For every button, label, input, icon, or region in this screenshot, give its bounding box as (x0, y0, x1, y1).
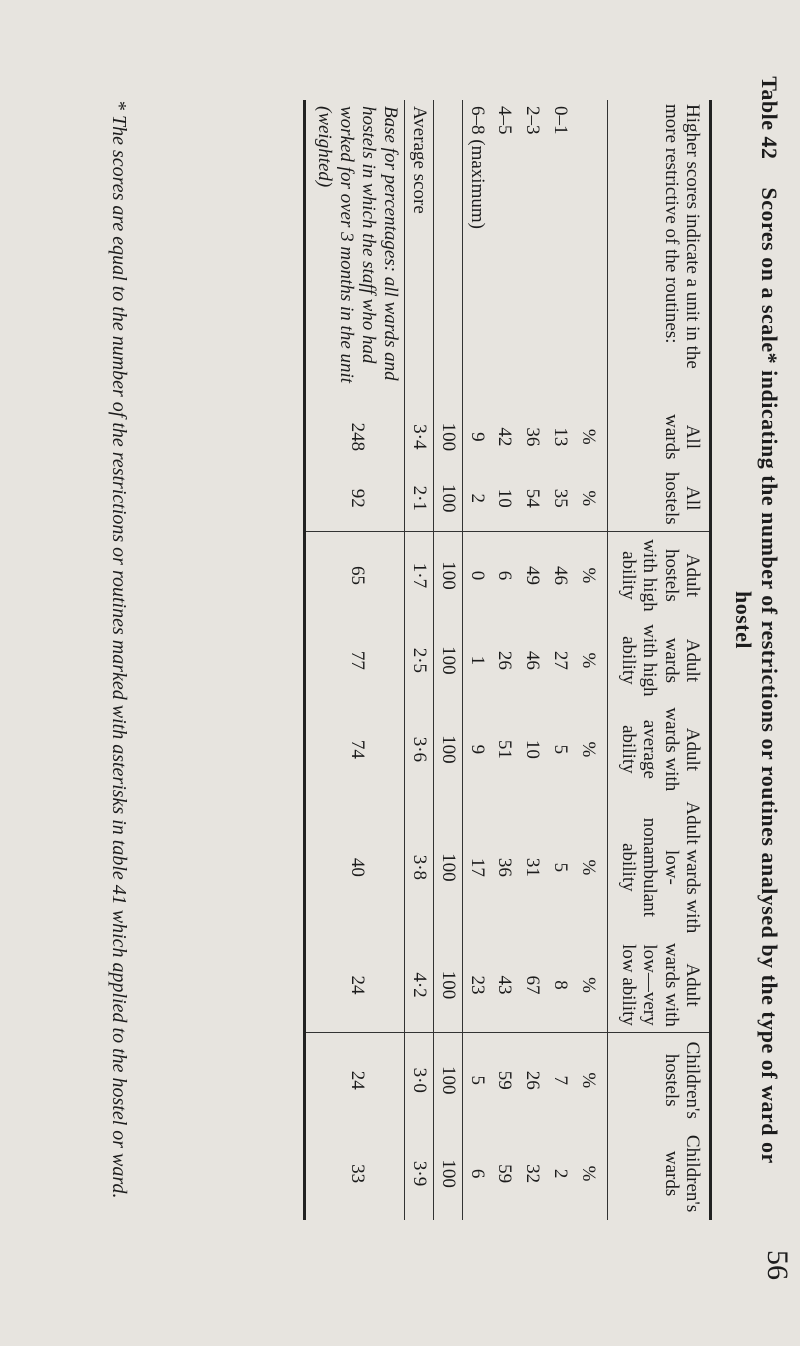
caption-text: Scores on a scale* indicating the number of restrictions or routines analysed by the type of ward or hostel (731, 187, 782, 1164)
cell: 2 (466, 493, 488, 503)
row-label: 0–1 (550, 106, 572, 135)
footnotes (106, 100, 132, 1230)
cell: 51 (494, 739, 516, 759)
cell: 100 (433, 466, 462, 532)
total-row (433, 100, 462, 1220)
column-header-all-hostels: All hostels (607, 466, 710, 532)
cell: % (577, 652, 599, 669)
cell: 3·0 (405, 1033, 434, 1127)
cell: 24 (304, 1033, 404, 1127)
cell: 35 (550, 488, 572, 508)
cell: 33 (304, 1127, 404, 1220)
row-label: Base for percentages: all wards and hostels in which the staff who had worked for over 3 months in the unit (weighted) (304, 100, 404, 408)
column-header-all-wards: All wards (607, 408, 710, 466)
cell: 1·7 (405, 531, 434, 619)
cell: 46 (546, 531, 574, 619)
row-label: 6–8 (maximum) (466, 106, 488, 229)
table-row (462, 100, 490, 1220)
cell: 31 (522, 857, 544, 877)
cell: 3·8 (405, 797, 434, 938)
cell: 46 (522, 650, 544, 670)
row-label: 4–5 (494, 106, 516, 135)
cell: 2·1 (405, 466, 434, 532)
cell: 5 (550, 862, 572, 873)
header-row (607, 100, 710, 1220)
caption-number: Table 42 (757, 76, 782, 160)
cell: % (577, 428, 599, 445)
cell: 6 (491, 531, 519, 619)
column-header-childrens-hostels: Children's hostels (607, 1033, 710, 1127)
cell: % (577, 859, 599, 876)
table-row (518, 100, 546, 1220)
cell: 2·5 (405, 619, 434, 702)
row-header: Higher scores indicate a unit in the more restrictive of the routines: (607, 100, 710, 408)
cell: 49 (518, 531, 546, 619)
table-row (491, 100, 519, 1220)
cell: 36 (494, 857, 516, 877)
cell: 74 (304, 702, 404, 797)
data-table (303, 100, 712, 1220)
cell: 42 (494, 427, 516, 447)
cell: 10 (494, 488, 516, 508)
cell: 100 (433, 1127, 462, 1220)
row-label: 2–3 (522, 106, 544, 135)
cell: 24 (304, 938, 404, 1033)
row-label (574, 100, 607, 408)
cell: % (574, 531, 607, 619)
percent-row (574, 100, 607, 1220)
cell: 40 (304, 797, 404, 938)
table-caption (730, 70, 782, 1170)
cell: 100 (433, 619, 462, 702)
column-header-adult-wards-average: Adult wards with average ability (607, 702, 710, 797)
cell: 77 (304, 619, 404, 702)
cell: % (577, 1165, 599, 1182)
cell: % (577, 741, 599, 758)
cell: 10 (522, 739, 544, 759)
footnote: * The scores are equal to the number of the restrictions or routines marked with asterisks in table 41 which applied to the hostel or ward. (108, 100, 130, 1199)
cell: 3·4 (405, 408, 434, 466)
cell: 65 (304, 531, 404, 619)
cell: 26 (518, 1033, 546, 1127)
cell: 5 (550, 744, 572, 755)
cell: 3·9 (405, 1127, 434, 1220)
cell: 26 (494, 650, 516, 670)
cell: 3·6 (405, 702, 434, 797)
cell: % (577, 490, 599, 507)
cell: 5 (462, 1033, 490, 1127)
cell: % (574, 1033, 607, 1127)
cell: 100 (433, 531, 462, 619)
column-header-adult-hostels-high: Adult hostels with high ability (607, 531, 710, 619)
cell: 2 (550, 1168, 572, 1179)
column-header-childrens-wards: Children's wards (607, 1127, 710, 1220)
cell: 17 (466, 857, 488, 877)
cell: 32 (522, 1164, 544, 1184)
cell: 54 (522, 488, 544, 508)
cell: 23 (466, 975, 488, 995)
column-header-adult-wards-low-nonambulant: Adult wards with low-nonambulant ability (607, 797, 710, 938)
cell: 0 (462, 531, 490, 619)
cell: 8 (550, 980, 572, 990)
cell: 100 (433, 408, 462, 466)
cell: 4·2 (405, 938, 434, 1033)
cell: 59 (494, 1164, 516, 1184)
base-row (304, 100, 404, 1220)
average-score-row (405, 100, 434, 1220)
cell: 100 (433, 797, 462, 938)
table-row (546, 100, 574, 1220)
cell: 100 (433, 702, 462, 797)
cell: 100 (433, 1033, 462, 1127)
row-label (433, 100, 462, 408)
cell: 7 (546, 1033, 574, 1127)
cell: 248 (304, 408, 404, 466)
cell: 43 (494, 975, 516, 995)
column-header-adult-wards-very-low: Adult wards with low—very low ability (607, 938, 710, 1033)
cell: 67 (522, 975, 544, 995)
cell: 9 (466, 432, 488, 442)
cell: 27 (550, 650, 572, 670)
page-number: 56 (761, 1250, 794, 1280)
cell: % (577, 977, 599, 993)
column-header-adult-wards-high: Adult wards with high ability (607, 619, 710, 702)
cell: 9 (466, 744, 488, 755)
cell: 59 (491, 1033, 519, 1127)
row-label: Average score (405, 100, 434, 408)
cell: 92 (304, 466, 404, 532)
cell: 13 (550, 427, 572, 447)
cell: 1 (466, 655, 488, 666)
cell: 6 (466, 1168, 488, 1179)
cell: 100 (433, 938, 462, 1033)
cell: 36 (522, 427, 544, 447)
